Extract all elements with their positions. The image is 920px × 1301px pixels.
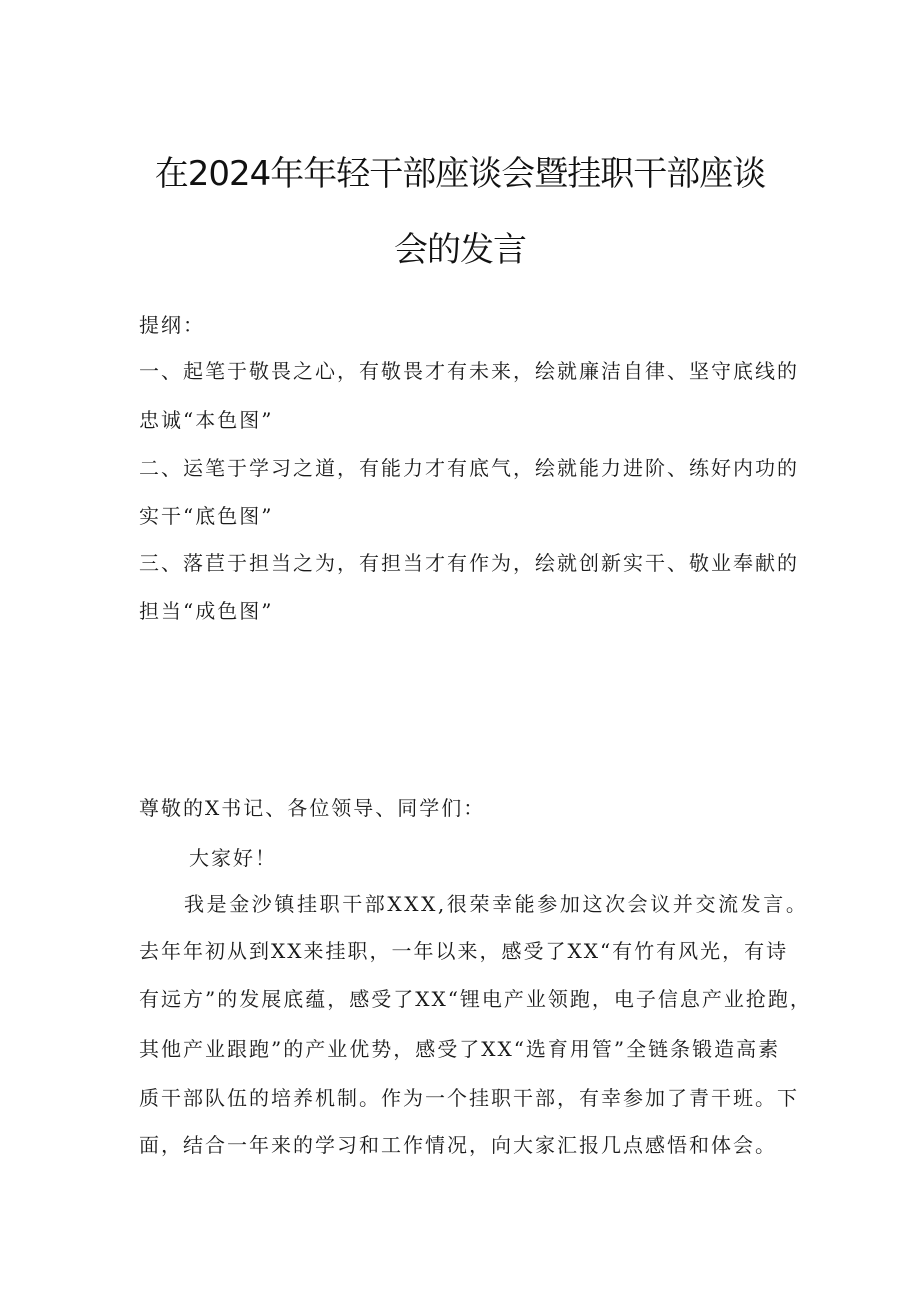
- salutation: 尊敬的X书记、各位领导、同学们：: [139, 796, 486, 820]
- outline-label: 提纲：: [139, 313, 205, 337]
- outline-item-3-line-1: 三、落苣于担当之为，有担当才有作为，绘就创新实干、敬业奉献的: [139, 551, 799, 575]
- body-paragraph-line: 去年年初从到XX来挂职，一年以来，感受了XX“有竹有风光，有诗: [139, 939, 789, 963]
- outline-item-1-line-1: 一、起笔于敬畏之心，有敬畏才有未来，绘就廉洁自律、坚守底线的: [139, 359, 799, 383]
- outline-item-2-line-2: 实干“底色图”: [139, 504, 274, 528]
- body-paragraph-line: 面，结合一年来的学习和工作情况，向大家汇报几点感悟和体会。: [139, 1133, 777, 1157]
- outline-item-2-line-1: 二、运笔于学习之道，有能力才有底气，绘就能力进阶、练好内功的: [139, 456, 799, 480]
- body-paragraph-line: 其他产业跟跑”的产业优势，感受了XX“选育用管”全链条锻造高素: [139, 1037, 781, 1061]
- outline-item-3-line-2: 担当“成色图”: [139, 599, 274, 623]
- outline-item-1-line-2: 忠诚“本色图”: [139, 408, 274, 432]
- body-paragraph-line: 质干部队伍的培养机制。作为一个挂职干部，有幸参加了青干班。下: [139, 1086, 799, 1110]
- greeting-hello: 大家好！: [189, 846, 277, 870]
- document-title-line-2: 会的发言: [394, 230, 526, 270]
- body-paragraph-line: 我是金沙镇挂职干部XXX,很荣幸能参加这次会议并交流发言。: [184, 892, 809, 916]
- document-title-line-1: 在2024年年轻干部座谈会暨挂职干部座谈: [154, 154, 766, 194]
- body-paragraph-line: 有远方”的发展底蕴，感受了XX“锂电产业领跑，电子信息产业抢跑，: [139, 987, 812, 1011]
